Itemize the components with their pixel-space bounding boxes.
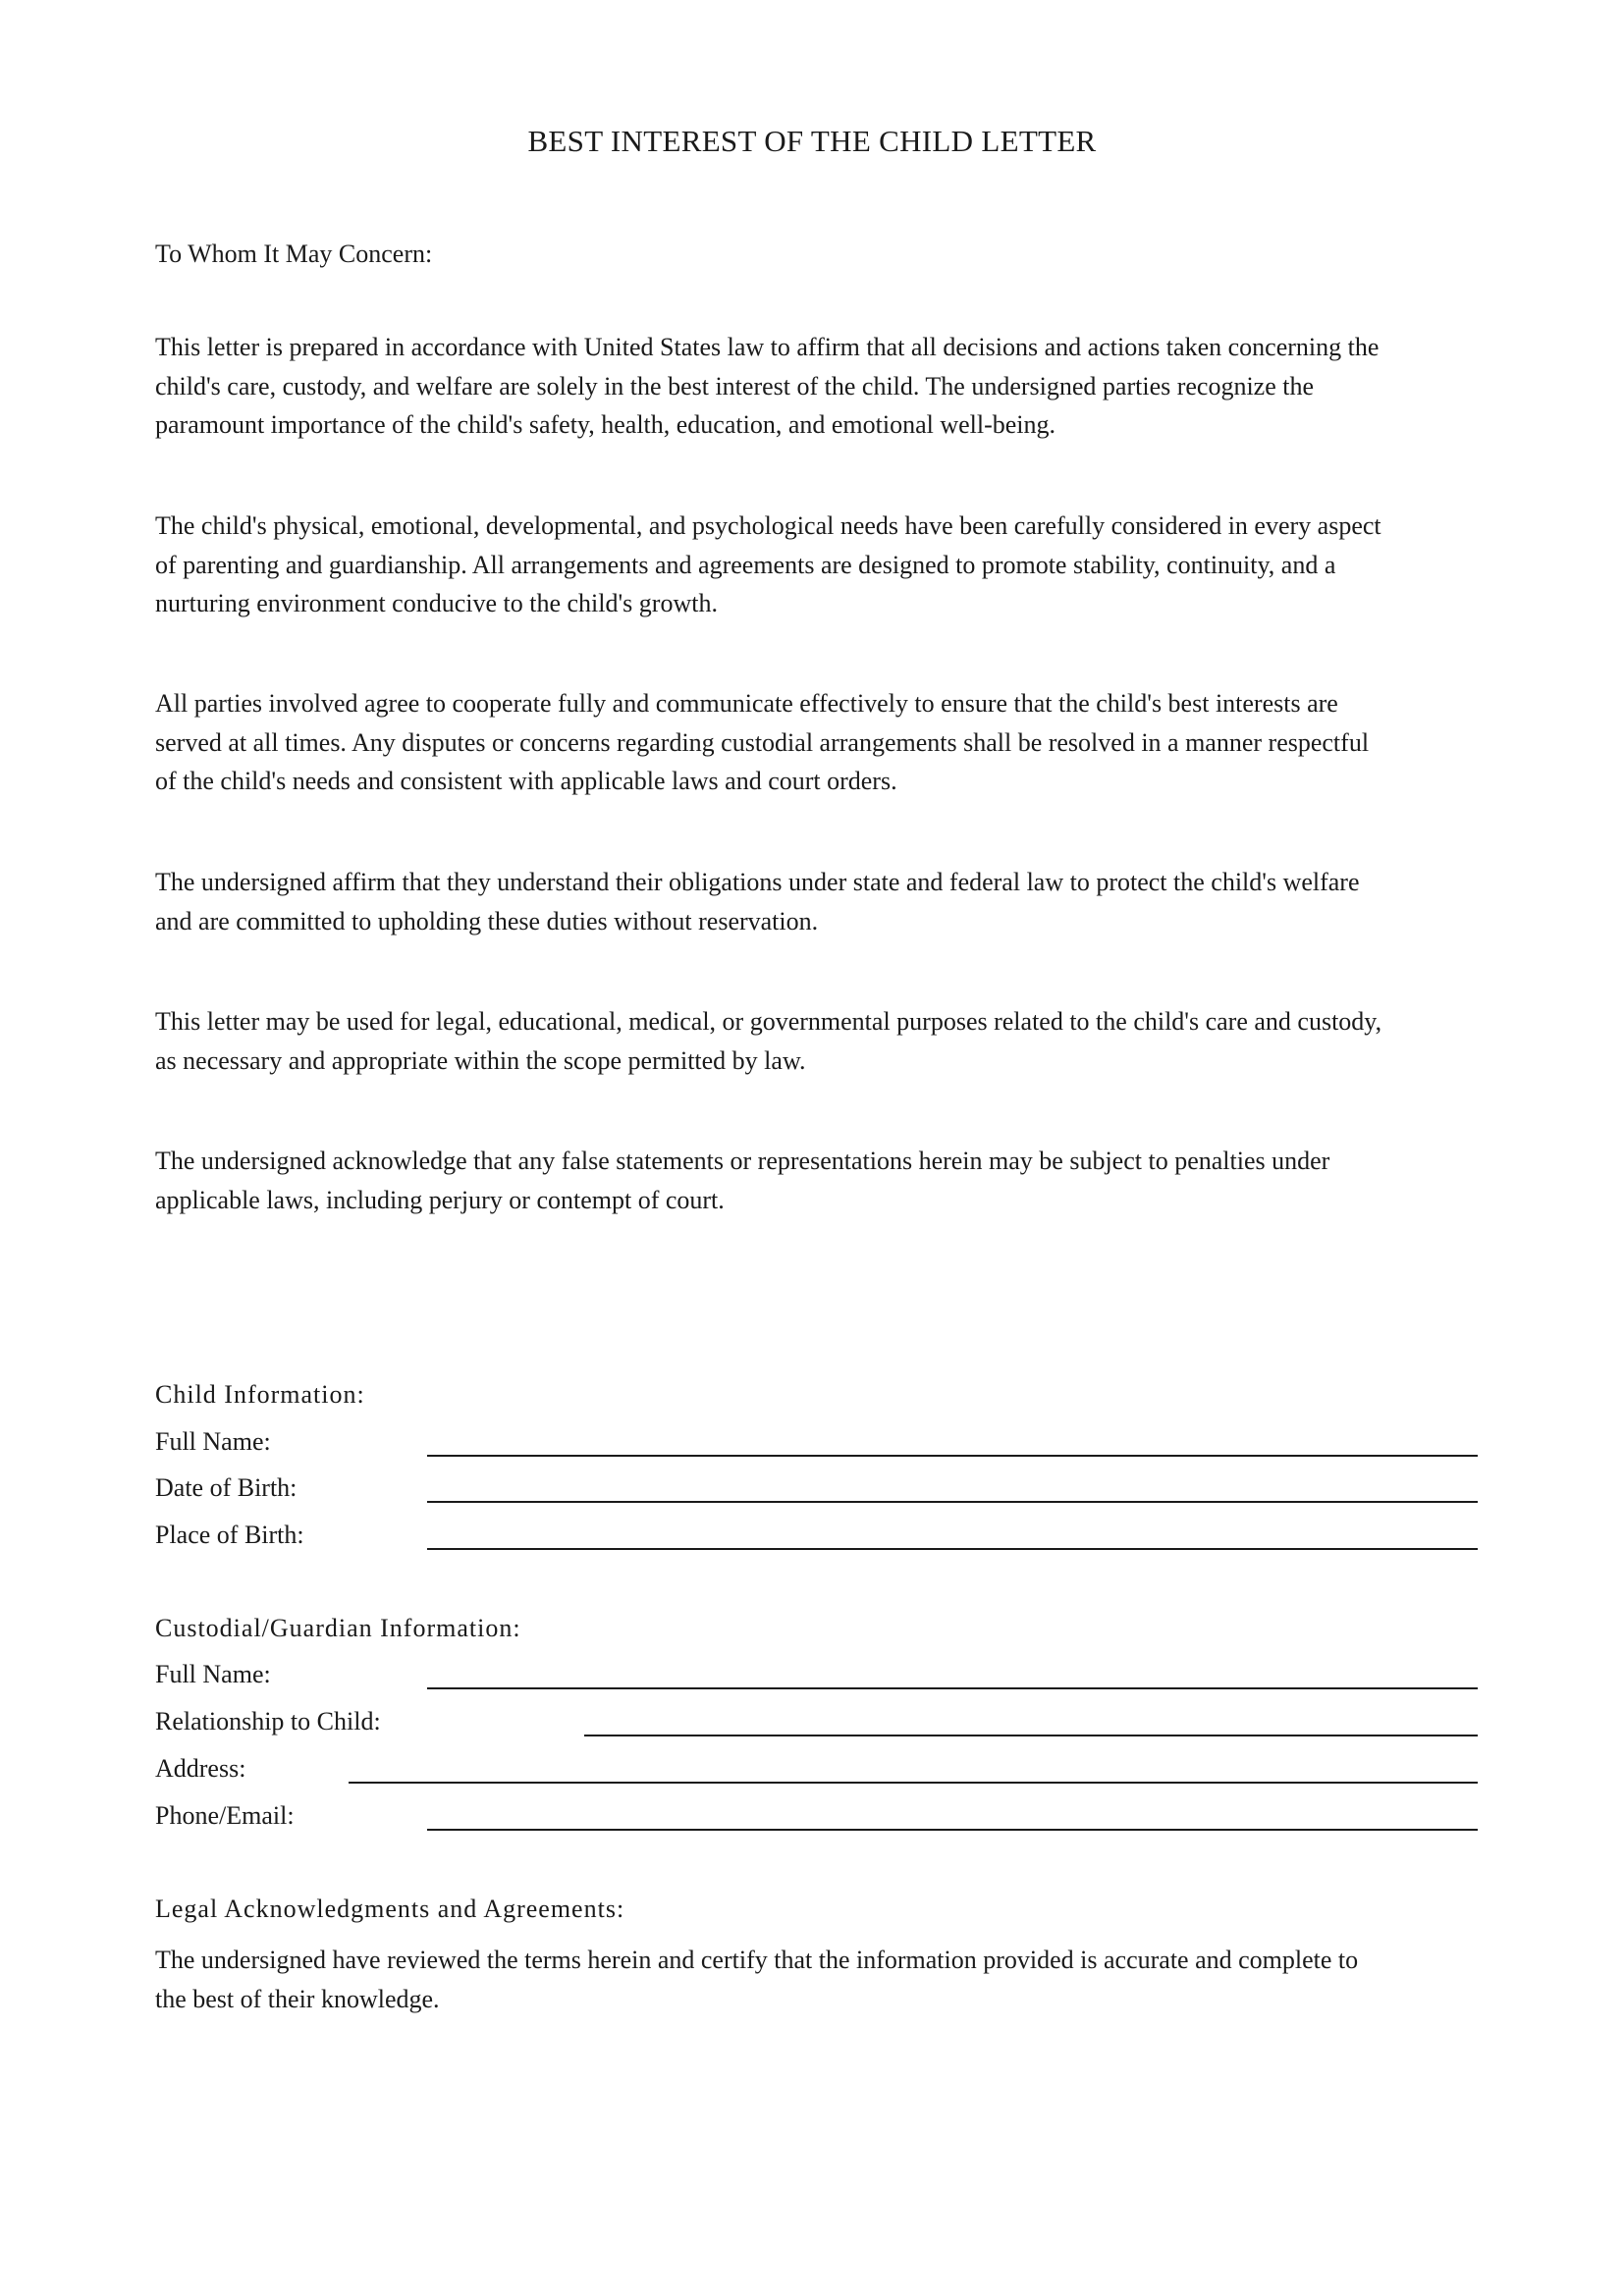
guardian-relationship-row: [155, 1705, 1478, 1744]
guardian-info-heading: Custodial/Guardian Information:: [155, 1614, 521, 1642]
child-full-name-field[interactable]: [427, 1455, 1478, 1457]
paragraph-cooperation: All parties involved agree to cooperate fully and communicate effectively to ensure that the child's best interests are served at all times. Any disputes or concerns regarding custodial arrangements shall be resolved in a manner respectful of the child's needs and consistent with applicable laws and court orders.: [155, 689, 1370, 795]
legal-certification-text: The undersigned have reviewed the terms herein and certify that the information provided is accurate and complete to the best of their knowledge.: [155, 1946, 1359, 2013]
guardian-relationship-label: Relationship to Child:: [155, 1707, 381, 1735]
legal-heading: Legal Acknowledgments and Agreements:: [155, 1895, 625, 1923]
child-pob-row: [155, 1519, 1478, 1558]
child-info-heading: Child Information:: [155, 1380, 365, 1409]
child-pob-field[interactable]: [427, 1548, 1478, 1550]
child-pob-label: Place of Birth:: [155, 1521, 304, 1549]
guardian-contact-label: Phone/Email:: [155, 1801, 295, 1830]
child-full-name-label: Full Name:: [155, 1427, 271, 1456]
document-title: BEST INTEREST OF THE CHILD LETTER: [527, 124, 1097, 158]
guardian-address-row: [155, 1752, 1478, 1791]
paragraph-penalties: The undersigned acknowledge that any false statements or representations herein may be subject to penalties under applicable laws, including perjury or contempt of court.: [155, 1147, 1330, 1214]
guardian-address-label: Address:: [155, 1754, 246, 1783]
paragraph-needs: The child's physical, emotional, developmental, and psychological needs have been carefully considered in every aspect of parenting and guardianship. All arrangements and agreements are designed to promote stability, continuity, and a nurturing environment conducive to the child's growth.: [155, 511, 1381, 617]
paragraph-obligations: The undersigned affirm that they understand their obligations under state and federal law to protect the child's welfare and are committed to upholding these duties without reservation.: [155, 868, 1360, 935]
guardian-full-name-row: [155, 1658, 1478, 1697]
salutation: To Whom It May Concern:: [155, 240, 433, 268]
child-dob-row: [155, 1471, 1478, 1511]
child-dob-label: Date of Birth:: [155, 1473, 298, 1502]
guardian-full-name-label: Full Name:: [155, 1660, 271, 1688]
child-full-name-row: [155, 1425, 1478, 1465]
paragraph-usage: This letter may be used for legal, educational, medical, or governmental purposes related to the child's care and custody, as necessary and appropriate within the scope permitted by law.: [155, 1007, 1382, 1075]
guardian-relationship-field[interactable]: [584, 1735, 1478, 1736]
child-dob-field[interactable]: [427, 1501, 1478, 1503]
guardian-full-name-field[interactable]: [427, 1687, 1478, 1689]
guardian-contact-row: [155, 1799, 1478, 1839]
paragraph-purpose: This letter is prepared in accordance with United States law to affirm that all decisions and actions taken concerning the child's care, custody, and welfare are solely in the best interest of the child. The undersigned parties recognize the paramount importance of the child's safety, health, education, and emotional well-being.: [155, 333, 1380, 439]
guardian-contact-field[interactable]: [427, 1829, 1478, 1831]
guardian-address-field[interactable]: [349, 1782, 1478, 1784]
